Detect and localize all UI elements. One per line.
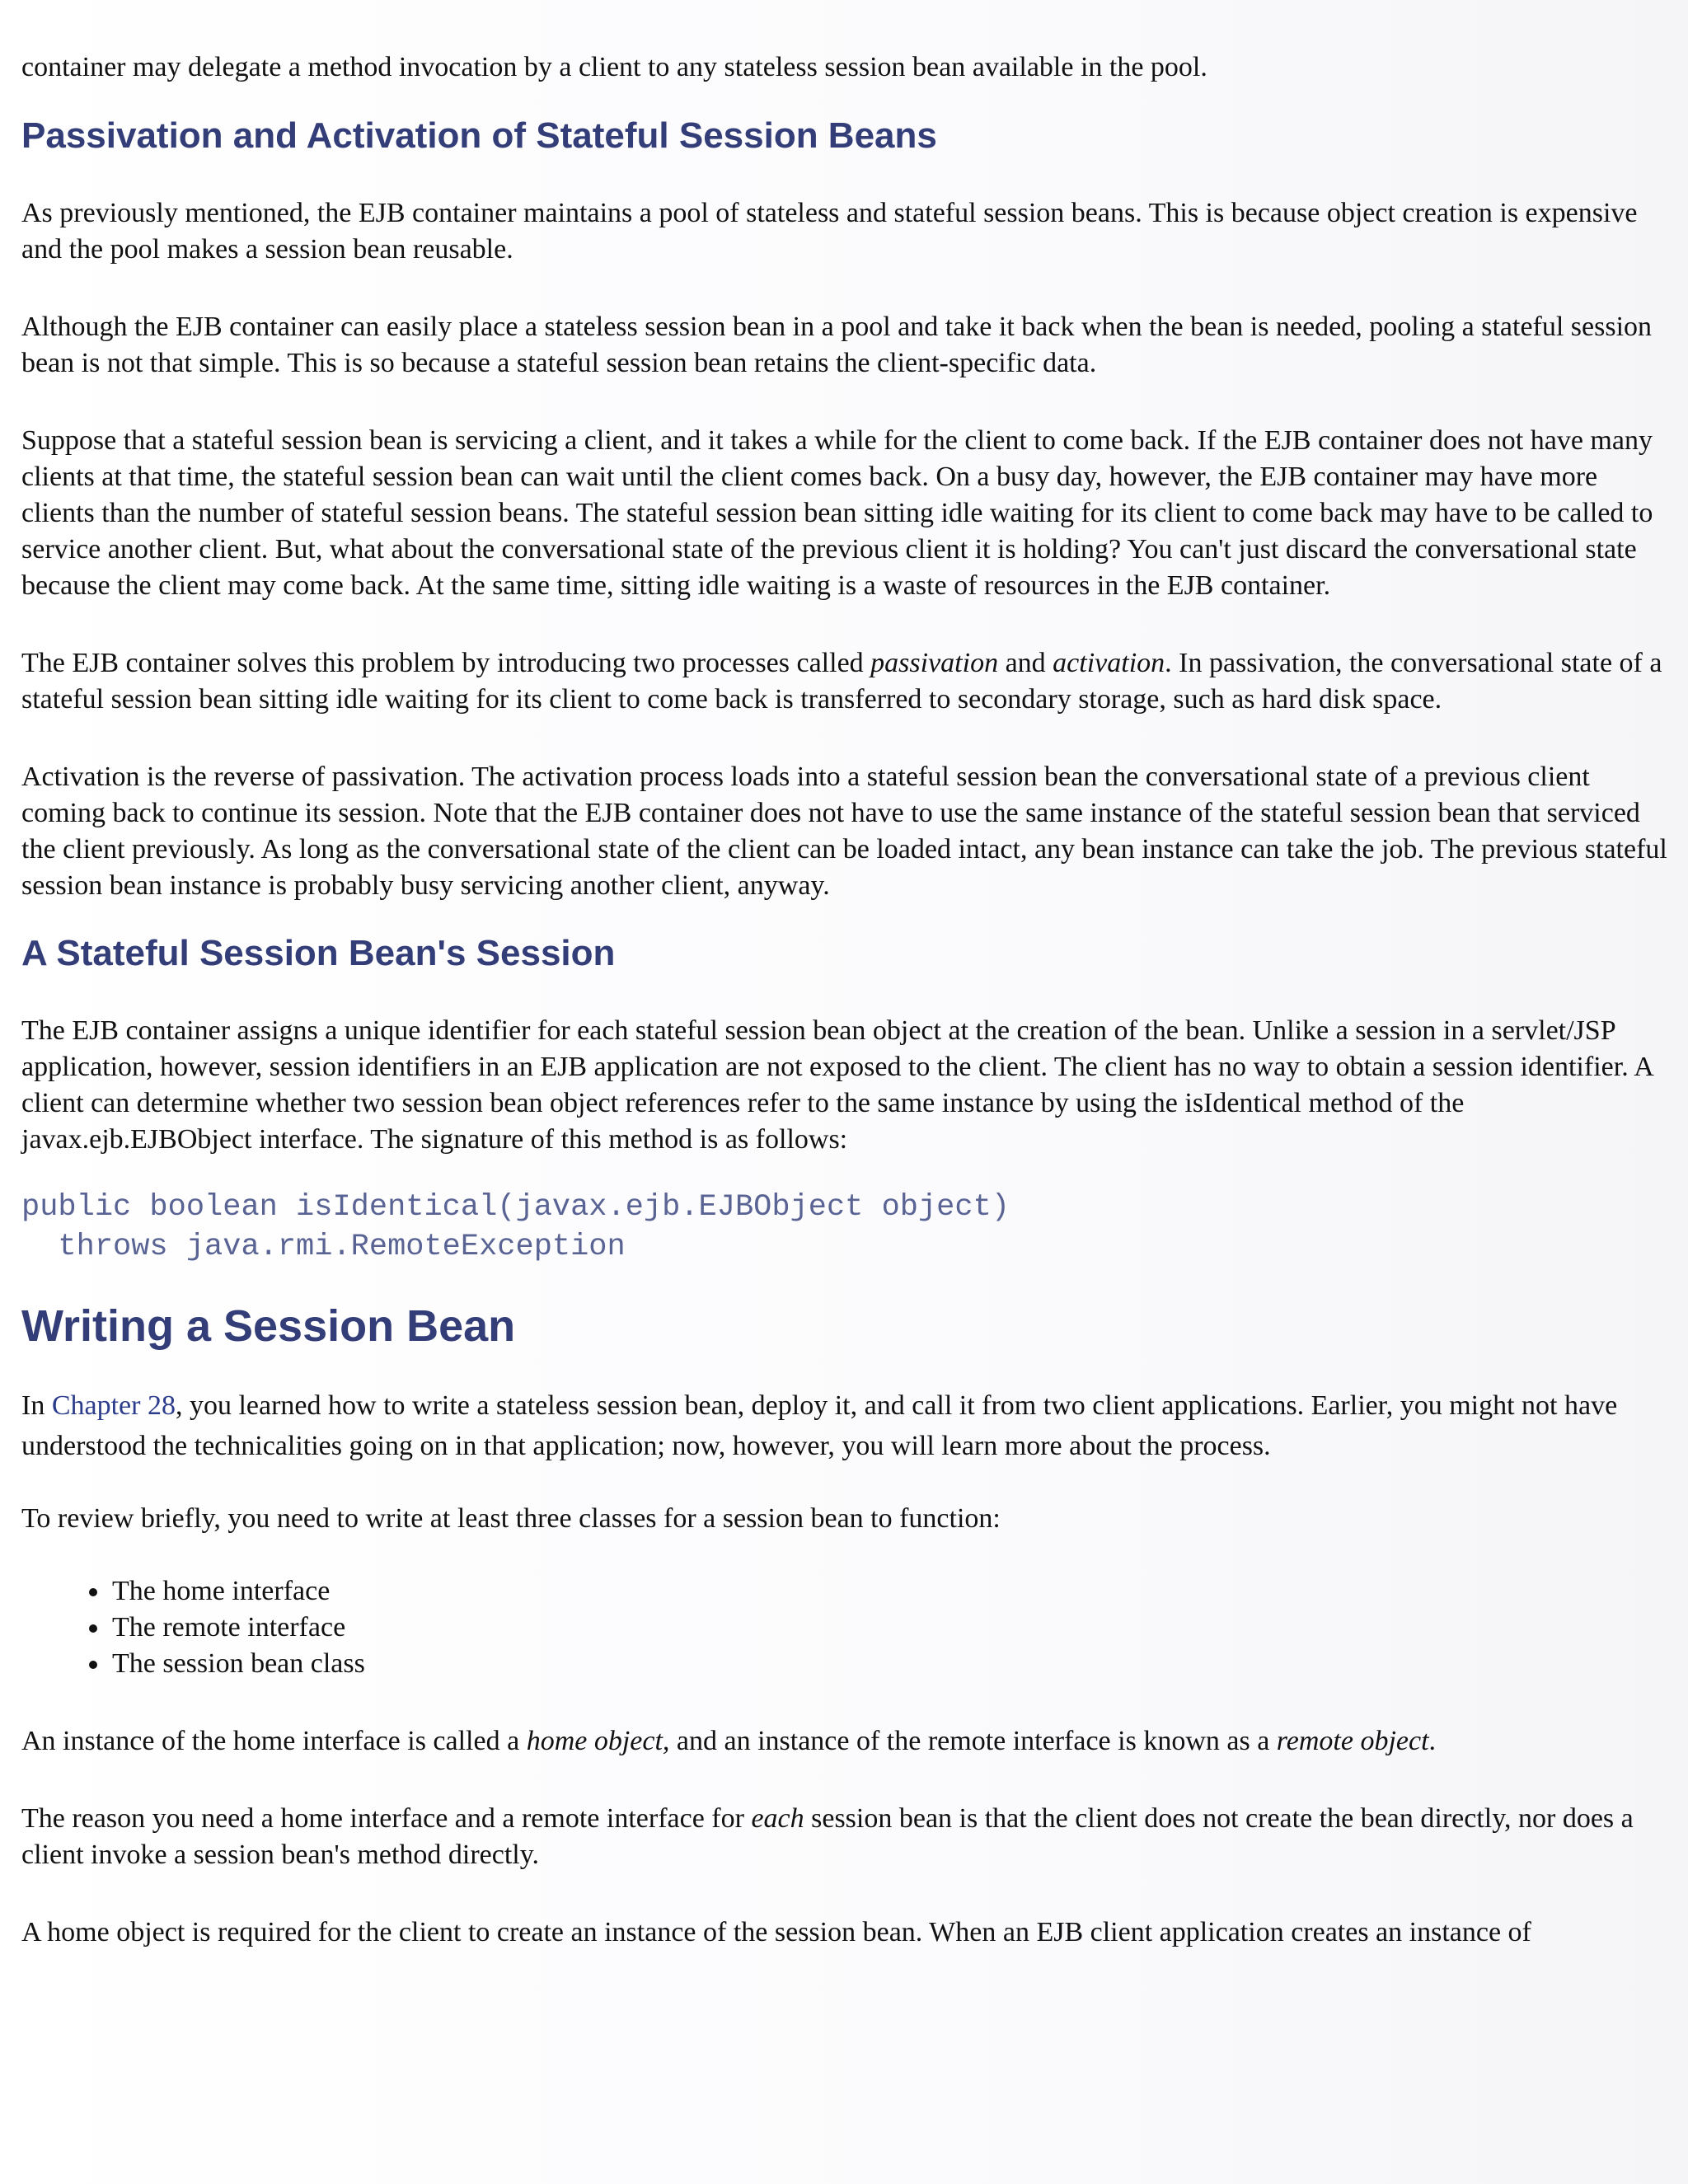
paragraph-busy-day: Suppose that a stateful session bean is servicing a client, and it takes a while for the client to come back. If the EJB container does not have many clients at that time, the stateful session bean can wait until the client comes back. On a busy day, however, the EJB container may have more clients than the number of stateful session beans. The stateful session bean sitting idle waiting for its client to come back may have to be called to service another client. But, what about the conversational state of the previous client it is holding? You can't just discard the conversational state because the client may come back. At the same time, sitting idle waiting is a waste of resources in the EJB container.	[21, 425, 1653, 601]
term-passivation: passivation	[870, 648, 999, 678]
term-activation: activation	[1053, 648, 1165, 678]
chapter-28-link[interactable]: Chapter 28	[51, 1390, 176, 1421]
paragraph-home-remote-object: An instance of the home interface is called a home object, and an instance of the remote interface is known as a remote object.	[21, 1726, 1437, 1756]
paragraph-chapter-reference: In Chapter 28, you learned how to write a stateless session bean, deploy it, and call it from two client applications. Earlier, you might not have understood the technicalities going on in that application; now, however, you will learn more about the process.	[21, 1390, 1618, 1461]
paragraph-passivation: The EJB container solves this problem by introducing two processes called passivation and activation. In passivation, the conversational state of a stateful session bean sitting idle waiting for its client to come back is transferred to secondary storage, such as hard disk space.	[21, 648, 1662, 715]
paragraph-activation: Activation is the reverse of passivation. The activation process loads into a stateful session bean the conversational state of a previous client coming back to continue its session. Note that the EJB container does not have to use the same instance of the stateful session bean that serviced the client previously. As long as the conversational state of the client can be loaded intact, any bean instance can take the job. The previous stateful session bean instance is probably busy servicing another client, anyway.	[21, 762, 1667, 901]
paragraph-review: To review briefly, you need to write at least three classes for a session bean to function:	[21, 1503, 1001, 1534]
term-remote-object: remote object	[1276, 1726, 1429, 1756]
list-item: • The session bean class	[110, 1646, 1667, 1682]
code-isidentical-signature: public boolean isIdentical(javax.ejb.EJBObject object) throws java.rmi.RemoteException	[21, 1190, 1010, 1264]
paragraph-home-object-required: A home object is required for the client to create an instance of the session bean. When an EJB client application creates an instance of	[21, 1917, 1531, 1947]
heading-writing-session-bean: Writing a Session Bean	[21, 1301, 516, 1351]
classes-bullet-list	[21, 1573, 1667, 1682]
paragraph-session-identifier: The EJB container assigns a unique identifier for each stateful session bean object at the creation of the bean. Unlike a session in a servlet/JSP application, however, session identifiers in an EJB application are not exposed to the client. The client has no way to obtain a session identifier. A client can determine whether two session bean object references refer to the same instance by using the isIdentical method of the javax.ejb.EJBObject interface. The signature of this method is as follows:	[21, 1015, 1653, 1155]
paragraph-pooling-stateful: Although the EJB container can easily place a stateless session bean in a pool and take it back when the bean is needed, pooling a stateful session bean is not that simple. This is so because a stateful session bean retains the client-specific data.	[21, 312, 1653, 378]
list-item: • The home interface	[110, 1573, 1667, 1610]
paragraph-reason-interfaces: The reason you need a home interface and a remote interface for each session bean is that the client does not create the bean directly, nor does a client invoke a session bean's method directly.	[21, 1803, 1634, 1870]
intro-paragraph: container may delegate a method invocation by a client to any stateless session bean available in the pool.	[21, 52, 1207, 82]
term-each: each	[751, 1803, 804, 1834]
paragraph-pool: As previously mentioned, the EJB container maintains a pool of stateless and stateful session beans. This is because object creation is expensive and the pool makes a session bean reusable.	[21, 198, 1638, 265]
heading-session: A Stateful Session Bean's Session	[21, 933, 616, 973]
term-home-object: home object,	[526, 1726, 670, 1756]
heading-passivation-activation: Passivation and Activation of Stateful Session Beans	[21, 115, 937, 156]
list-item: • The remote interface	[110, 1610, 1667, 1646]
